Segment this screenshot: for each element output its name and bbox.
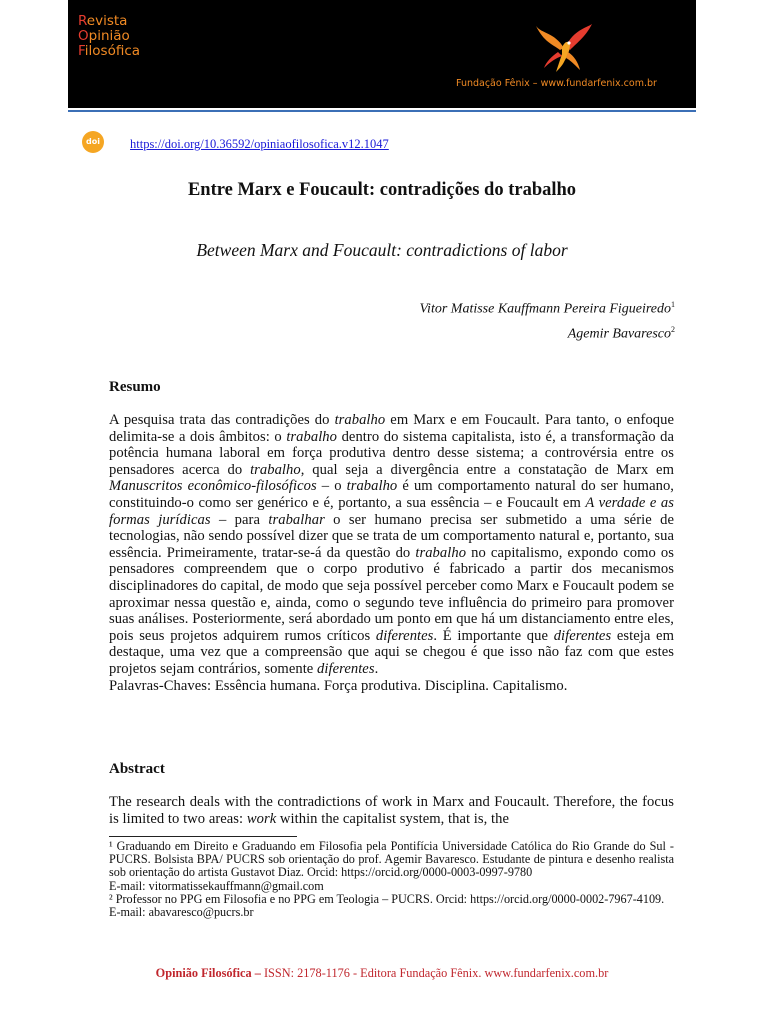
- footnote-2-email: E-mail: abavaresco@pucrs.br: [109, 905, 254, 920]
- footer-journal: Opinião Filosófica –: [155, 966, 261, 980]
- banner-divider: [68, 110, 696, 112]
- abstract-text: The research deals with the contradictions of work in Marx and Foucault. Therefore, the focus is limited to two areas: work within the capitalist system, that is, the: [109, 794, 674, 827]
- author-1-name: Vitor Matisse Kauffmann Pereira Figueiredo: [419, 301, 671, 317]
- author-1-note: 1: [671, 300, 675, 309]
- logo-line-2: Opinião: [78, 28, 130, 44]
- phoenix-icon: [534, 22, 594, 74]
- footnote-1-email: E-mail: vitormatissekauffmann@gmail.com: [109, 878, 324, 893]
- page-footer: [68, 966, 696, 981]
- footnotes: [109, 840, 674, 919]
- paper-subtitle: Between Marx and Foucault: contradictions of labor: [196, 240, 568, 260]
- footnote-1: ¹ Graduando em Direito e Graduando em Filosofia pela Pontifícia Universidade Católica do Rio Grande do Sul - PUCRS. Bolsista BPA/ PUCRS sob orientação do prof. Agemir Bavaresco. Estudante de pintura e desenho realista sob orientação do artista Gustavot Diaz. Orcid: https://orcid.org/0000-0003-0997-9780: [109, 839, 674, 880]
- author-2-note: 2: [671, 325, 675, 334]
- doi-link[interactable]: https://doi.org/10.36592/opiniaofilosofica.v12.1047: [130, 137, 389, 151]
- footnote-divider: [109, 836, 297, 837]
- logo-line-1: Revista: [78, 13, 128, 29]
- resumo-keywords: Palavras-Chaves: Essência humana. Força produtiva. Disciplina. Capitalismo.: [109, 677, 568, 694]
- author-2-name: Agemir Bavaresco: [567, 326, 671, 342]
- foundation-url: Fundação Fênix – www.fundarfenix.com.br: [456, 78, 657, 89]
- resumo-heading: Resumo: [109, 379, 161, 395]
- abstract-heading: Abstract: [109, 761, 165, 777]
- journal-logo: [78, 14, 140, 59]
- footnote-2: ² Professor no PPG em Filosofia e no PPG em Teologia – PUCRS. Orcid: https://orcid.org/0000-0002-7967-4109.: [109, 891, 665, 906]
- journal-banner: [68, 0, 696, 108]
- logo-line-3: Filosófica: [78, 43, 141, 59]
- author-2: [568, 325, 675, 343]
- author-1: [420, 300, 675, 318]
- doi-icon: doi: [82, 131, 104, 153]
- footer-details: ISSN: 2178-1176 - Editora Fundação Fênix. www.fundarfenix.com.br: [260, 966, 609, 980]
- resumo-text: A pesquisa trata das contradições do trabalho em Marx e em Foucault. Para tanto, o enfoque delimita-se a dois âmbitos: o trabalho dentro do sistema capitalista, isto é, a transformação da potência humana laboral em força produtiva dentro desse sistema; a controvérsia entre os pensadores acerca do trabalho, qual seja a divergência entre a constatação de Marx em Manuscritos econômico-filosóficos – o trabalho é um comportamento natural do ser humano, constituindo-o como ser genérico e é, portanto, a sua essência – e Foucault em A verdade e as formas jurídicas – para trabalhar o ser humano precisa ser submetido a uma série de tecnologias, não sendo possível dizer que se trata de um comportamento natural e, portanto, sua essência. Primeiramente, tratar-se-á da questão do trabalho no capitalismo, expondo como os pensadores compreendem que o corpo produtivo é fabricado a partir dos mecanismos disciplinadores do capital, de modo que seja possível perceber como Marx e Foucault podem se aproximar nessa questão e, ainda, como o segundo teve influência do primeiro para promover suas análises. Posteriormente, será abordado um ponto em que há um distanciamento entre eles, pois seus projetos adquirem rumos críticos diferentes. É importante que diferentes esteja em destaque, uma vez que a compreensão que aqui se chegou é que isso não faz com que estes projetos sejam contrários, somente diferentes. Palavras-Chaves: Essência humana. Força produtiva. Disciplina. Capitalismo.: [109, 412, 675, 694]
- paper-title: Entre Marx e Foucault: contradições do trabalho: [187, 180, 577, 200]
